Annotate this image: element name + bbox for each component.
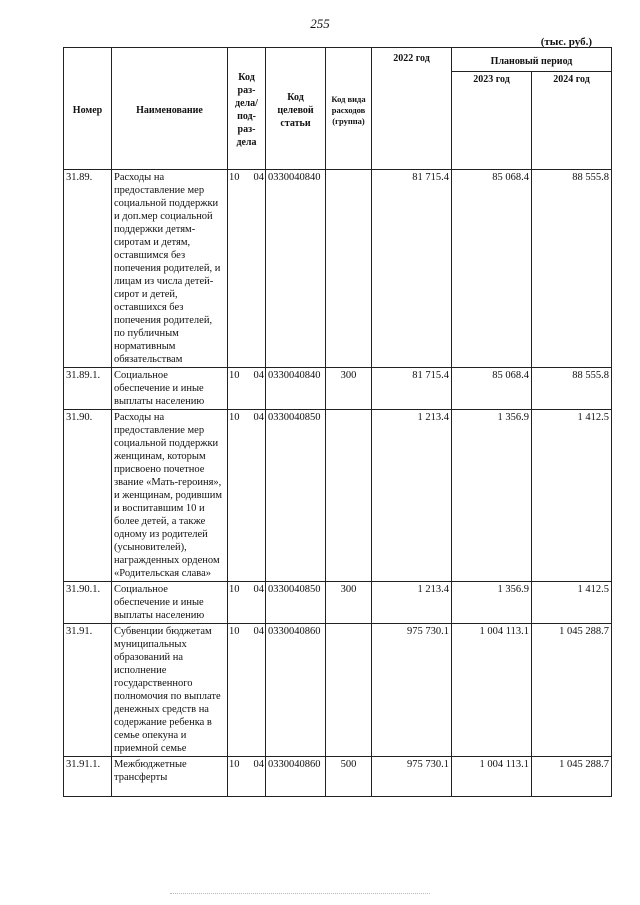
row-podrazdel: 04 [253, 626, 264, 637]
row-amount-2022: 81 715.4 [372, 368, 452, 410]
row-section-code [228, 170, 266, 368]
row-amount-2023: 1 004 113.1 [452, 624, 532, 757]
row-target-code: 0330040840 [266, 170, 326, 368]
row-razdel: 10 [229, 370, 240, 381]
table-row [64, 757, 612, 797]
row-amount-2023: 85 068.4 [452, 368, 532, 410]
row-amount-2023: 1 356.9 [452, 410, 532, 582]
row-target-code: 0330040850 [266, 582, 326, 624]
table-row [64, 410, 612, 582]
row-razdel: 10 [229, 172, 240, 183]
row-target-code: 0330040840 [266, 368, 326, 410]
row-podrazdel: 04 [253, 584, 264, 595]
row-section-code [228, 757, 266, 797]
table-row [64, 368, 612, 410]
row-name: Расходы на предоставление мер социальной поддержки и доп.мер социальной поддержки детям-сиротам и детям, оставшимся без попечения родителей, и лицам из числа детей-сирот и детей, оставшихся без попечения родителей, по публичным нормативным обязательствам [112, 170, 228, 368]
row-section-code [228, 368, 266, 410]
row-podrazdel: 04 [253, 412, 264, 423]
row-name: Социальное обеспечение и иные выплаты населению [112, 368, 228, 410]
row-amount-2023: 1 356.9 [452, 582, 532, 624]
row-number: 31.90.1. [64, 582, 112, 624]
row-target-code: 0330040860 [266, 757, 326, 797]
header-target-code: Код целевой статьи [266, 48, 326, 170]
row-amount-2022: 81 715.4 [372, 170, 452, 368]
row-amount-2022: 975 730.1 [372, 757, 452, 797]
header-2022: 2022 год [372, 48, 452, 170]
row-podrazdel: 04 [253, 172, 264, 183]
header-section-code: Код раз-дела/ под-раз-дела [228, 48, 266, 170]
header-number: Номер [64, 48, 112, 170]
table-row [64, 170, 612, 368]
row-amount-2024: 88 555.8 [532, 170, 612, 368]
row-razdel: 10 [229, 412, 240, 423]
row-podrazdel: 04 [253, 759, 264, 770]
budget-table [63, 47, 612, 797]
header-planned-period: Плановый период [452, 48, 612, 72]
row-razdel: 10 [229, 584, 240, 595]
row-amount-2022: 975 730.1 [372, 624, 452, 757]
row-target-code: 0330040850 [266, 410, 326, 582]
row-expense-type-code [326, 170, 372, 368]
row-podrazdel: 04 [253, 370, 264, 381]
row-name: Расходы на предоставление мер социальной поддержки женщинам, которым присвоено почетное звание «Мать-героиня», и женщинам, родившим и воспитавшим 10 и более детей, а также одному из родителей (усыновителей), награжденных орденом «Родительская слава» [112, 410, 228, 582]
row-amount-2022: 1 213.4 [372, 582, 452, 624]
row-amount-2024: 88 555.8 [532, 368, 612, 410]
row-target-code: 0330040860 [266, 624, 326, 757]
row-amount-2022: 1 213.4 [372, 410, 452, 582]
row-amount-2024: 1 045 288.7 [532, 757, 612, 797]
row-number: 31.89.1. [64, 368, 112, 410]
row-amount-2024: 1 412.5 [532, 410, 612, 582]
row-number: 31.90. [64, 410, 112, 582]
page-number: 255 [310, 16, 330, 31]
row-number: 31.91. [64, 624, 112, 757]
footer-scan-mark [170, 893, 430, 900]
row-razdel: 10 [229, 759, 240, 770]
header-2024: 2024 год [532, 72, 612, 170]
row-expense-type-code [326, 410, 372, 582]
row-expense-type-code [326, 624, 372, 757]
header-expense-type-code: Код вида расходов (группа) [326, 48, 372, 170]
row-number: 31.91.1. [64, 757, 112, 797]
row-section-code [228, 624, 266, 757]
row-amount-2024: 1 412.5 [532, 582, 612, 624]
table-row [64, 624, 612, 757]
row-razdel: 10 [229, 626, 240, 637]
row-name: Социальное обеспечение и иные выплаты населению [112, 582, 228, 624]
row-expense-type-code: 300 [326, 368, 372, 410]
row-name: Межбюджетные трансферты [112, 757, 228, 797]
row-section-code [228, 410, 266, 582]
table-row [64, 582, 612, 624]
row-amount-2023: 1 004 113.1 [452, 757, 532, 797]
row-amount-2024: 1 045 288.7 [532, 624, 612, 757]
row-number: 31.89. [64, 170, 112, 368]
row-expense-type-code: 500 [326, 757, 372, 797]
header-2023: 2023 год [452, 72, 532, 170]
header-name: Наименование [112, 48, 228, 170]
row-name: Субвенции бюджетам муниципальных образований на исполнение государственного полномочия по выплате денежных средств на содержание ребенка в семье опекуна и приемной семье [112, 624, 228, 757]
row-expense-type-code: 300 [326, 582, 372, 624]
units-label: (тыс. руб.) [540, 36, 592, 48]
row-section-code [228, 582, 266, 624]
row-amount-2023: 85 068.4 [452, 170, 532, 368]
